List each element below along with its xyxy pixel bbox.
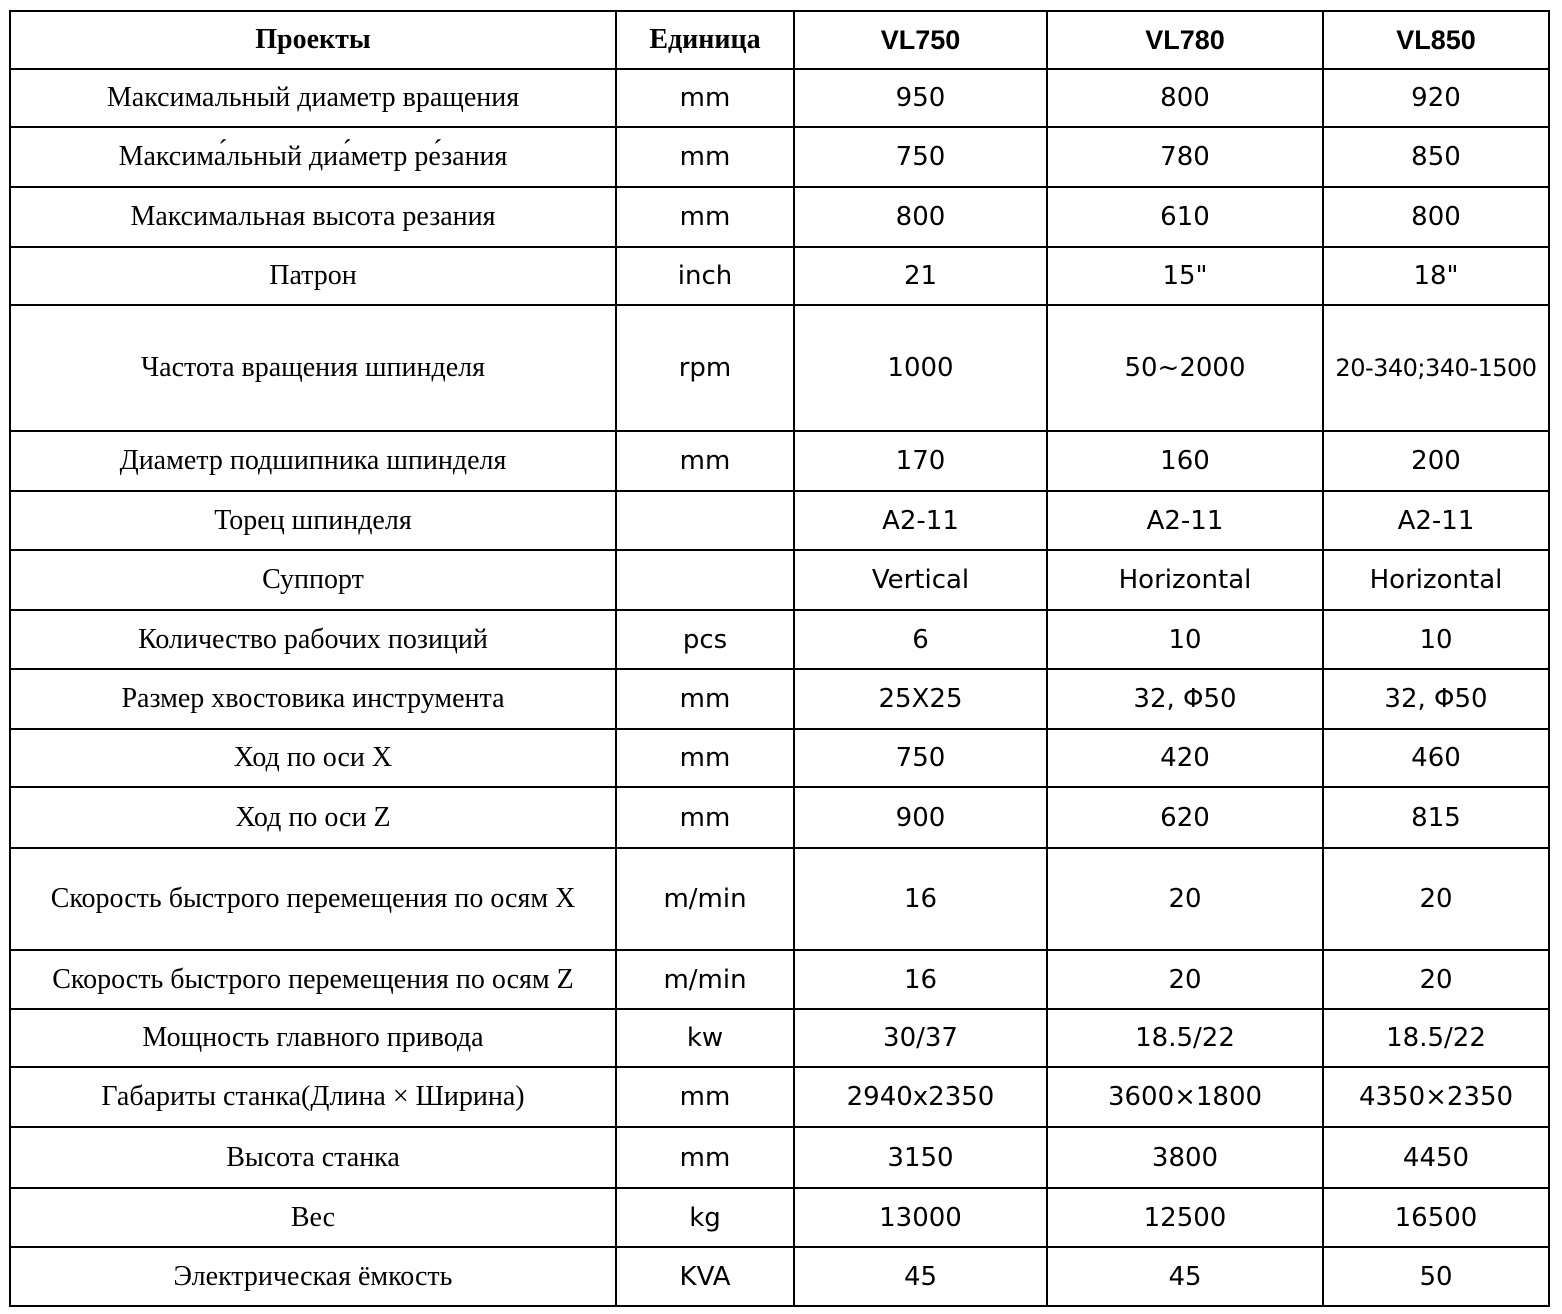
table-row: [10, 848, 1549, 950]
value-vl780: 15": [1047, 247, 1323, 305]
parameter-unit: mm: [616, 187, 794, 247]
parameter-unit: kg: [616, 1188, 794, 1247]
value-vl780: 18.5/22: [1047, 1009, 1323, 1067]
value-vl850: 20: [1323, 848, 1549, 950]
value-vl750: 900: [794, 787, 1047, 848]
value-vl780: 160: [1047, 431, 1323, 491]
parameter-unit: mm: [616, 431, 794, 491]
value-vl780: 32, Φ50: [1047, 669, 1323, 729]
table-row: [10, 1188, 1549, 1247]
table-row: [10, 127, 1549, 187]
parameter-unit: mm: [616, 787, 794, 848]
value-vl780: 50~2000: [1047, 305, 1323, 431]
parameter-name: Скорость быстрого перемещения по осям Z: [10, 950, 616, 1009]
value-vl780: 20: [1047, 950, 1323, 1009]
value-vl750: 170: [794, 431, 1047, 491]
parameter-unit: rpm: [616, 305, 794, 431]
parameter-unit: mm: [616, 69, 794, 127]
parameter-unit: [616, 550, 794, 610]
table-row: [10, 610, 1549, 669]
parameter-name: Мощность главного привода: [10, 1009, 616, 1067]
parameter-name: Электрическая ёмкость: [10, 1247, 616, 1306]
value-vl850: 800: [1323, 187, 1549, 247]
value-vl850: Horizontal: [1323, 550, 1549, 610]
value-vl780: A2-11: [1047, 491, 1323, 550]
header-model-vl750: VL750: [794, 11, 1047, 69]
parameter-name: Вес: [10, 1188, 616, 1247]
table-row: [10, 431, 1549, 491]
parameter-unit: m/min: [616, 950, 794, 1009]
parameter-name: Патрон: [10, 247, 616, 305]
value-vl780: 20: [1047, 848, 1323, 950]
value-vl780: 10: [1047, 610, 1323, 669]
value-vl750: 950: [794, 69, 1047, 127]
value-vl750: 21: [794, 247, 1047, 305]
parameter-name: Суппорт: [10, 550, 616, 610]
value-vl780: 3800: [1047, 1127, 1323, 1188]
header-unit: Единица: [616, 11, 794, 69]
parameter-name: Скорость быстрого перемещения по осям X: [10, 848, 616, 950]
value-vl750: 13000: [794, 1188, 1047, 1247]
parameter-unit: mm: [616, 1067, 794, 1127]
parameter-name: Максимальная высота резания: [10, 187, 616, 247]
table-row: [10, 1247, 1549, 1306]
parameter-name: Габариты станка(Длина × Ширина): [10, 1067, 616, 1127]
table-row: [10, 950, 1549, 1009]
header-projects: Проекты: [10, 11, 616, 69]
value-vl780: 45: [1047, 1247, 1323, 1306]
value-vl850: A2-11: [1323, 491, 1549, 550]
parameter-name: Количество рабочих позиций: [10, 610, 616, 669]
value-vl850: 32, Φ50: [1323, 669, 1549, 729]
parameter-unit: mm: [616, 729, 794, 787]
value-vl750: 45: [794, 1247, 1047, 1306]
parameter-unit: pcs: [616, 610, 794, 669]
parameter-unit: kw: [616, 1009, 794, 1067]
parameter-name: Высота станка: [10, 1127, 616, 1188]
table-row: [10, 1067, 1549, 1127]
parameter-name: Торец шпинделя: [10, 491, 616, 550]
value-vl850: 50: [1323, 1247, 1549, 1306]
value-vl780: Horizontal: [1047, 550, 1323, 610]
value-vl750: 750: [794, 729, 1047, 787]
value-vl850: 460: [1323, 729, 1549, 787]
table-row: [10, 669, 1549, 729]
parameter-unit: mm: [616, 669, 794, 729]
parameter-name: Максима́льный диа́метр ре́зания: [10, 127, 616, 187]
value-vl750: 750: [794, 127, 1047, 187]
parameter-unit: [616, 491, 794, 550]
table-row: [10, 491, 1549, 550]
value-vl750: 6: [794, 610, 1047, 669]
value-vl750: 25X25: [794, 669, 1047, 729]
value-vl780: 620: [1047, 787, 1323, 848]
table-row: [10, 1127, 1549, 1188]
parameter-unit: mm: [616, 127, 794, 187]
table-row: [10, 247, 1549, 305]
table-row: [10, 729, 1549, 787]
table-row: [10, 187, 1549, 247]
value-vl750: 1000: [794, 305, 1047, 431]
table-row: [10, 305, 1549, 431]
value-vl780: 780: [1047, 127, 1323, 187]
parameter-name: Размер хвостовика инструмента: [10, 669, 616, 729]
value-vl850: 815: [1323, 787, 1549, 848]
value-vl850: 20-340;340-1500: [1323, 305, 1549, 431]
value-vl750: Vertical: [794, 550, 1047, 610]
parameter-unit: m/min: [616, 848, 794, 950]
value-vl780: 610: [1047, 187, 1323, 247]
header-model-vl780: VL780: [1047, 11, 1323, 69]
parameter-unit: mm: [616, 1127, 794, 1188]
parameter-name: Ход по оси X: [10, 729, 616, 787]
value-vl750: 30/37: [794, 1009, 1047, 1067]
parameter-name: Максимальный диаметр вращения: [10, 69, 616, 127]
value-vl850: 18.5/22: [1323, 1009, 1549, 1067]
value-vl850: 920: [1323, 69, 1549, 127]
value-vl850: 4350×2350: [1323, 1067, 1549, 1127]
value-vl780: 800: [1047, 69, 1323, 127]
value-vl780: 420: [1047, 729, 1323, 787]
spec-table-body: [10, 69, 1549, 1306]
parameter-name: Диаметр подшипника шпинделя: [10, 431, 616, 491]
parameter-name: Ход по оси Z: [10, 787, 616, 848]
spec-table: [9, 10, 1550, 1307]
table-row: [10, 1009, 1549, 1067]
value-vl850: 200: [1323, 431, 1549, 491]
header-model-vl850: VL850: [1323, 11, 1549, 69]
table-row: [10, 69, 1549, 127]
table-row: [10, 550, 1549, 610]
value-vl850: 10: [1323, 610, 1549, 669]
parameter-unit: KVA: [616, 1247, 794, 1306]
value-vl780: 12500: [1047, 1188, 1323, 1247]
value-vl850: 850: [1323, 127, 1549, 187]
value-vl750: 3150: [794, 1127, 1047, 1188]
value-vl750: 800: [794, 187, 1047, 247]
value-vl850: 18": [1323, 247, 1549, 305]
parameter-unit: inch: [616, 247, 794, 305]
table-row: [10, 787, 1549, 848]
header-row: [10, 11, 1549, 69]
value-vl850: 16500: [1323, 1188, 1549, 1247]
value-vl750: 16: [794, 950, 1047, 1009]
value-vl850: 20: [1323, 950, 1549, 1009]
value-vl750: 16: [794, 848, 1047, 950]
value-vl750: 2940x2350: [794, 1067, 1047, 1127]
value-vl780: 3600×1800: [1047, 1067, 1323, 1127]
parameter-name: Частота вращения шпинделя: [10, 305, 616, 431]
value-vl850: 4450: [1323, 1127, 1549, 1188]
value-vl750: A2-11: [794, 491, 1047, 550]
